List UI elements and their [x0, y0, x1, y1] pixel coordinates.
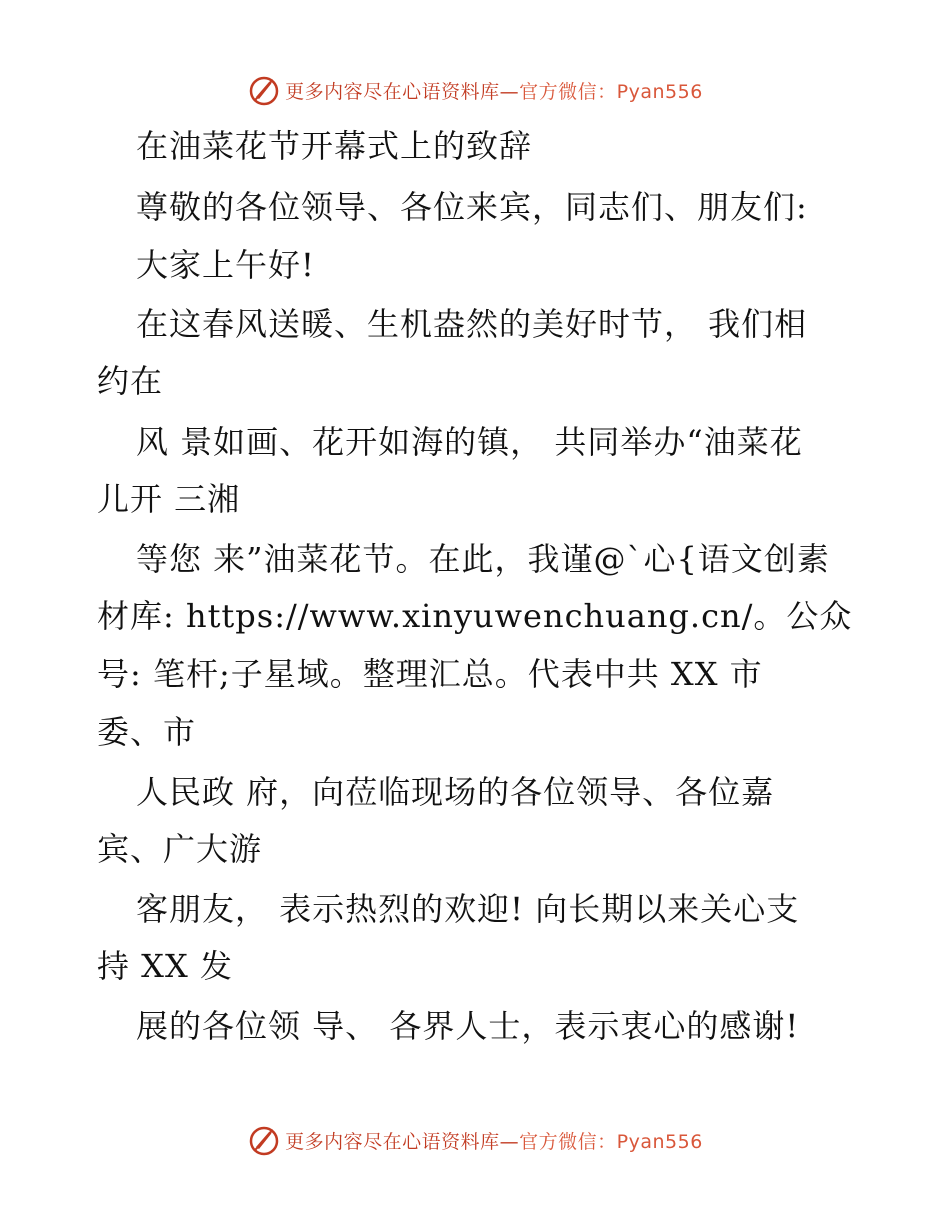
- banner-separator: —: [499, 1130, 520, 1153]
- doc-line: 约在: [97, 362, 164, 400]
- doc-line: 风 景如画、花开如海的镇， 共同举办“油菜花: [136, 423, 803, 461]
- doc-line: 持 XX 发: [97, 947, 233, 985]
- doc-line: 人民政 府，向莅临现场的各位领导、各位嘉: [136, 773, 775, 811]
- doc-title: 在油菜花节开幕式上的致辞: [136, 127, 533, 165]
- doc-line: 号: 笔杆;子星域。整理汇总。代表中共 XX 市: [97, 655, 763, 693]
- doc-line: 在这春风送暖、生机盎然的美好时节， 我们相: [136, 305, 808, 343]
- doc-line: 尊敬的各位领导、各位来宾，同志们、朋友们:: [136, 188, 808, 226]
- doc-line: 材库: https://www.xinyuwenchuang.cn/。公众: [97, 597, 853, 635]
- doc-line: 宾、广大游: [97, 830, 263, 868]
- doc-line: 等您 来”油菜花节。在此，我谨@`心{语文创素: [136, 540, 830, 578]
- doc-line: 客朋友， 表示热烈的欢迎! 向长期以来关心支: [136, 890, 800, 928]
- banner-text: [285, 1127, 703, 1154]
- banner-wechat: 官方微信：Pyan556: [519, 1130, 703, 1153]
- footer-banner: [0, 1120, 950, 1160]
- banner-slogan: 更多内容尽在心语资料库: [285, 80, 500, 103]
- banner-slogan: 更多内容尽在心语资料库: [285, 1130, 500, 1153]
- doc-line: 儿开 三湘: [97, 480, 241, 518]
- quill-logo-icon: [247, 1123, 281, 1157]
- banner-wechat: 官方微信：Pyan556: [519, 80, 703, 103]
- doc-line: 展的各位领 导、 各界人士，表示衷心的感谢!: [136, 1007, 800, 1045]
- banner-separator: —: [499, 80, 520, 103]
- doc-line: 大家上午好!: [136, 246, 315, 284]
- doc-line: 委、市: [97, 713, 197, 751]
